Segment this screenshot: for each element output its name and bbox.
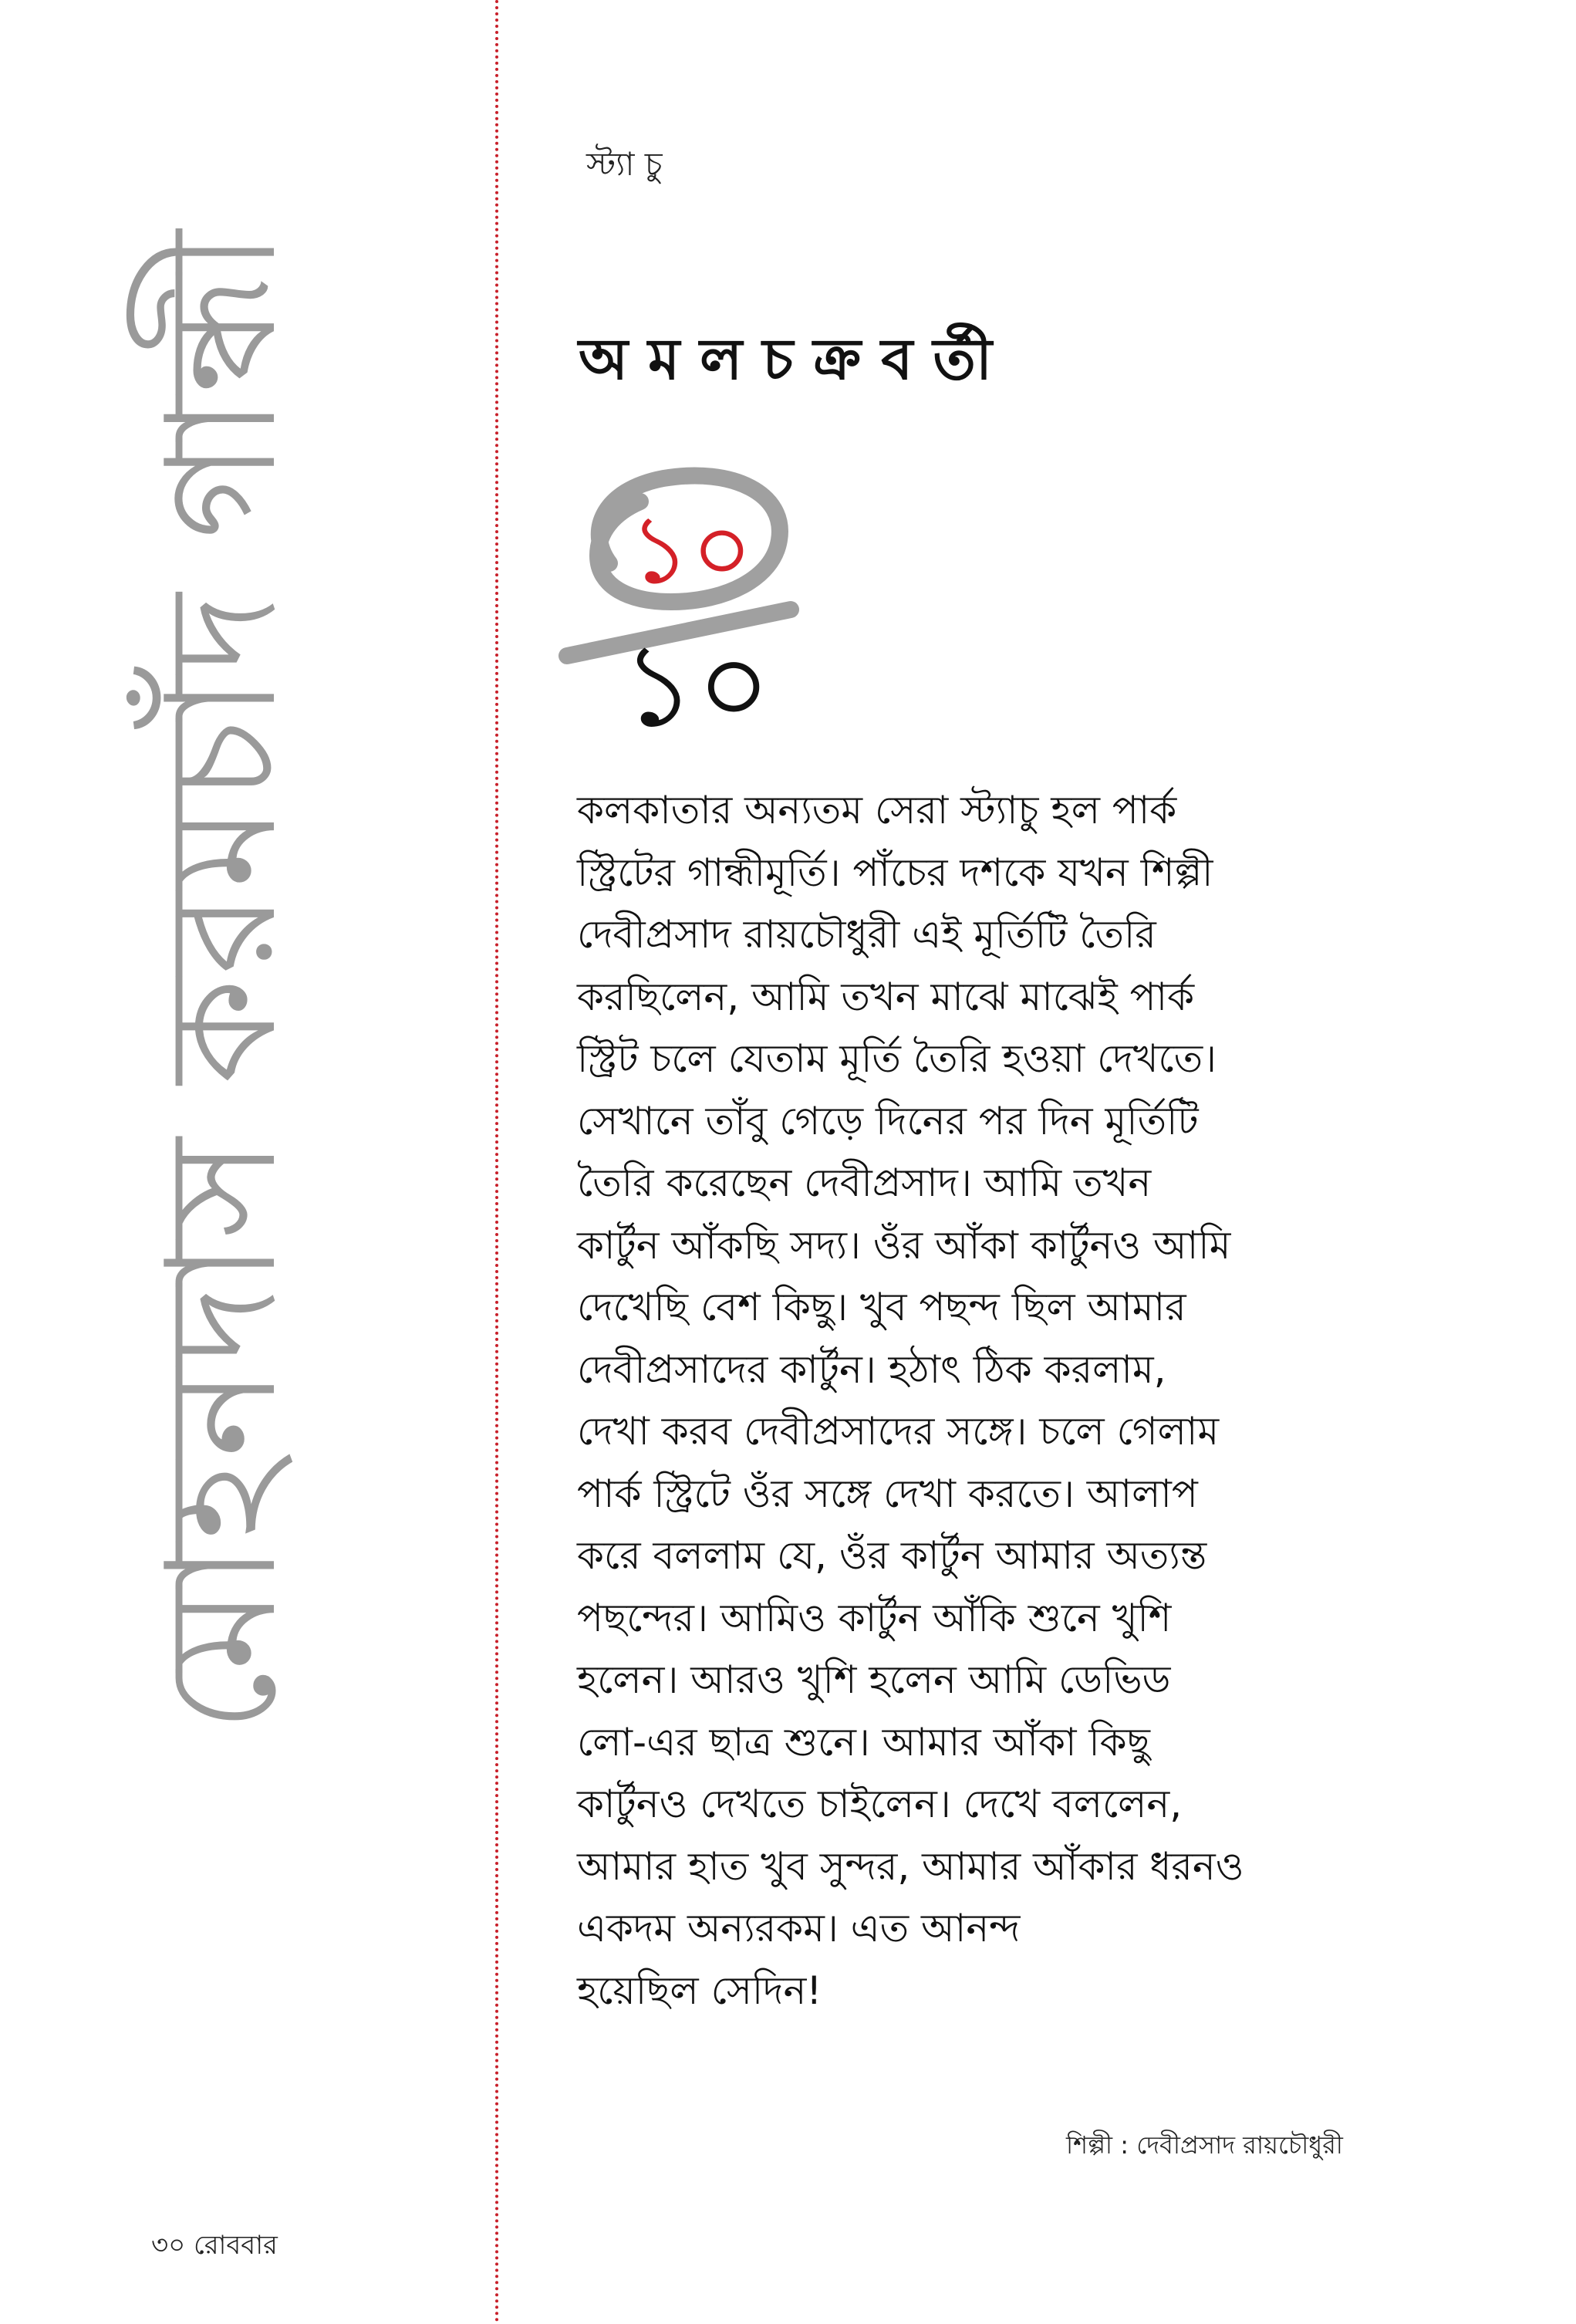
body-line: পছন্দের। আমিও কার্টুন আঁকি শুনে খুশি (577, 1595, 1172, 1640)
article-body (577, 779, 1348, 2022)
rating-graphic (555, 448, 802, 741)
column-label: স্ট্যা চু (586, 145, 663, 183)
body-line: সেখানে তাঁবু গেড়ে দিনের পর দিন মূর্তিটি (577, 1098, 1199, 1143)
page-footer: ৩০ রোববার (151, 2230, 278, 2261)
body-line: আমার হাত খুব সুন্দর, আমার আঁকার ধরনও (577, 1843, 1244, 1889)
vertical-title: মোহনদাস করমচাঁদ গান্ধী (134, 227, 310, 1733)
body-line: করে বললাম যে, ওঁর কার্টুন আমার অত্যন্ত (577, 1533, 1207, 1578)
author-name: অমলচক্রবর্তী (579, 326, 1013, 393)
body-line: স্ট্রিটের গান্ধীমূর্তি। পাঁচের দশকে যখন শিল্পী (577, 850, 1213, 895)
body-line: দেখেছি বেশ কিছু। খুব পছন্দ ছিল আমার (577, 1285, 1186, 1329)
body-line: কলকাতার অন্যতম সেরা স্ট্যাচু হল পার্ক (577, 788, 1177, 833)
score-top: ১০ (629, 495, 754, 606)
body-line: পার্ক স্ট্রিটে ওঁর সঙ্গে দেখা করতে। আলাপ (577, 1471, 1198, 1516)
body-line: লো-এর ছাত্র শুনে। আমার আঁকা কিছু (577, 1719, 1150, 1765)
body-line: করছিলেন, আমি তখন মাঝে মাঝেই পার্ক (577, 974, 1195, 1019)
body-line: দেবীপ্রসাদ রায়চৌধুরী এই মূর্তিটি তৈরি (577, 912, 1156, 957)
score-bottom: ১০ (621, 619, 771, 741)
rating-svg (555, 448, 802, 741)
dotted-column-divider (495, 0, 498, 2324)
body-line: হলেন। আরও খুশি হলেন আমি ডেভিড (577, 1657, 1171, 1702)
body-line: একদম অন্যরকম। এত আনন্দ (577, 1906, 1021, 1951)
body-line: তৈরি করেছেন দেবীপ্রসাদ। আমি তখন (577, 1160, 1152, 1205)
image-credit: শিল্পী : দেবীপ্রসাদ রায়চৌধুরী (1066, 2130, 1343, 2160)
body-line: স্ট্রিট চলে যেতাম মূর্তি তৈরি হওয়া দেখতে। (577, 1036, 1217, 1081)
body-line: কার্টুনও দেখতে চাইলেন। দেখে বললেন, (577, 1782, 1183, 1826)
body-line: হয়েছিল সেদিন! (577, 1968, 822, 2013)
body-line: কার্টুন আঁকছি সদ্য। ওঁর আঁকা কার্টুনও আমি (577, 1222, 1231, 1268)
body-line: দেখা করব দেবীপ্রসাদের সঙ্গে। চলে গেলাম (577, 1409, 1220, 1454)
body-line: দেবীপ্রসাদের কার্টুন। হঠাৎ ঠিক করলাম, (577, 1346, 1166, 1392)
